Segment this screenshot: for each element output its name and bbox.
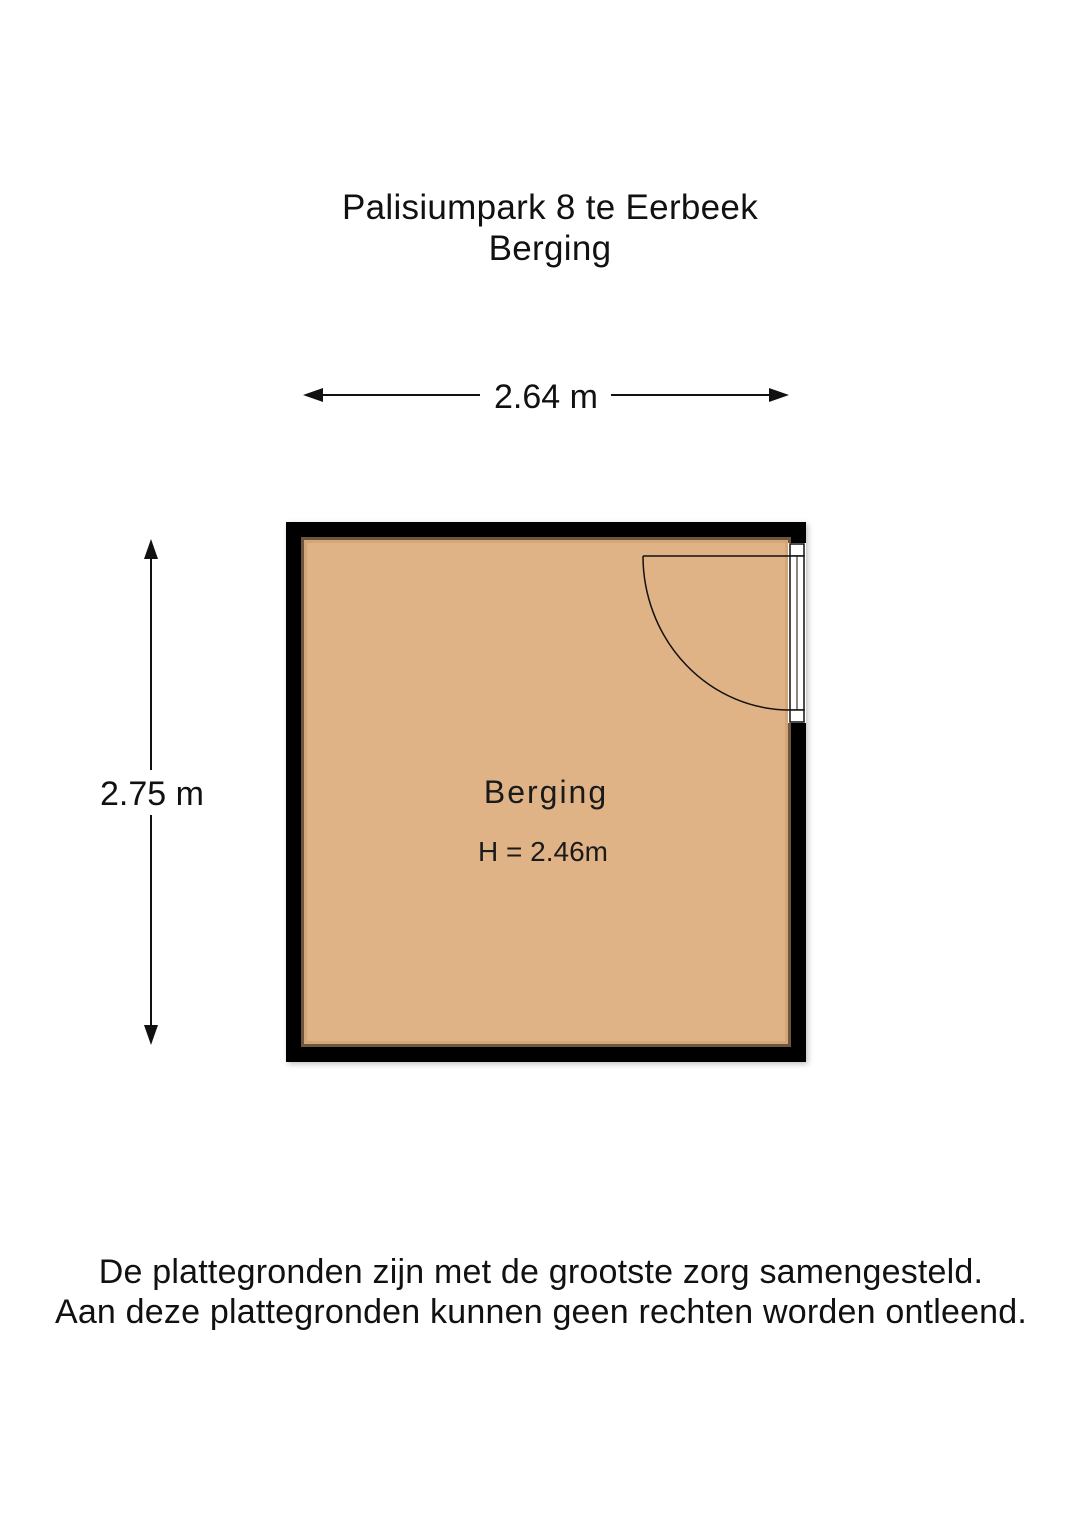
arrow-down-icon: [144, 1025, 158, 1045]
disclaimer-line-1: De plattegronden zijn met de grootste zorg samengesteld.: [98, 1253, 984, 1291]
arrow-up-icon: [144, 539, 158, 559]
room-berging: [286, 522, 806, 1062]
depth-label: 2.75 m: [100, 775, 204, 813]
width-dimension: [303, 378, 789, 416]
arrow-right-icon: [769, 388, 789, 402]
depth-dimension: [100, 539, 204, 1045]
disclaimer-line-2: Aan deze plattegronden kunnen geen rechten worden ontleend.: [54, 1293, 1028, 1331]
plan-title: Palisiumpark 8 te Eerbeek: [341, 188, 759, 227]
width-label: 2.64 m: [494, 378, 598, 416]
floor-name: Berging: [488, 229, 612, 268]
room-height: H = 2.46m: [478, 836, 608, 867]
arrow-left-icon: [303, 388, 323, 402]
door-jamb-top: [790, 544, 804, 556]
room-name: Berging: [483, 774, 609, 810]
door-jamb-bottom: [790, 710, 804, 722]
